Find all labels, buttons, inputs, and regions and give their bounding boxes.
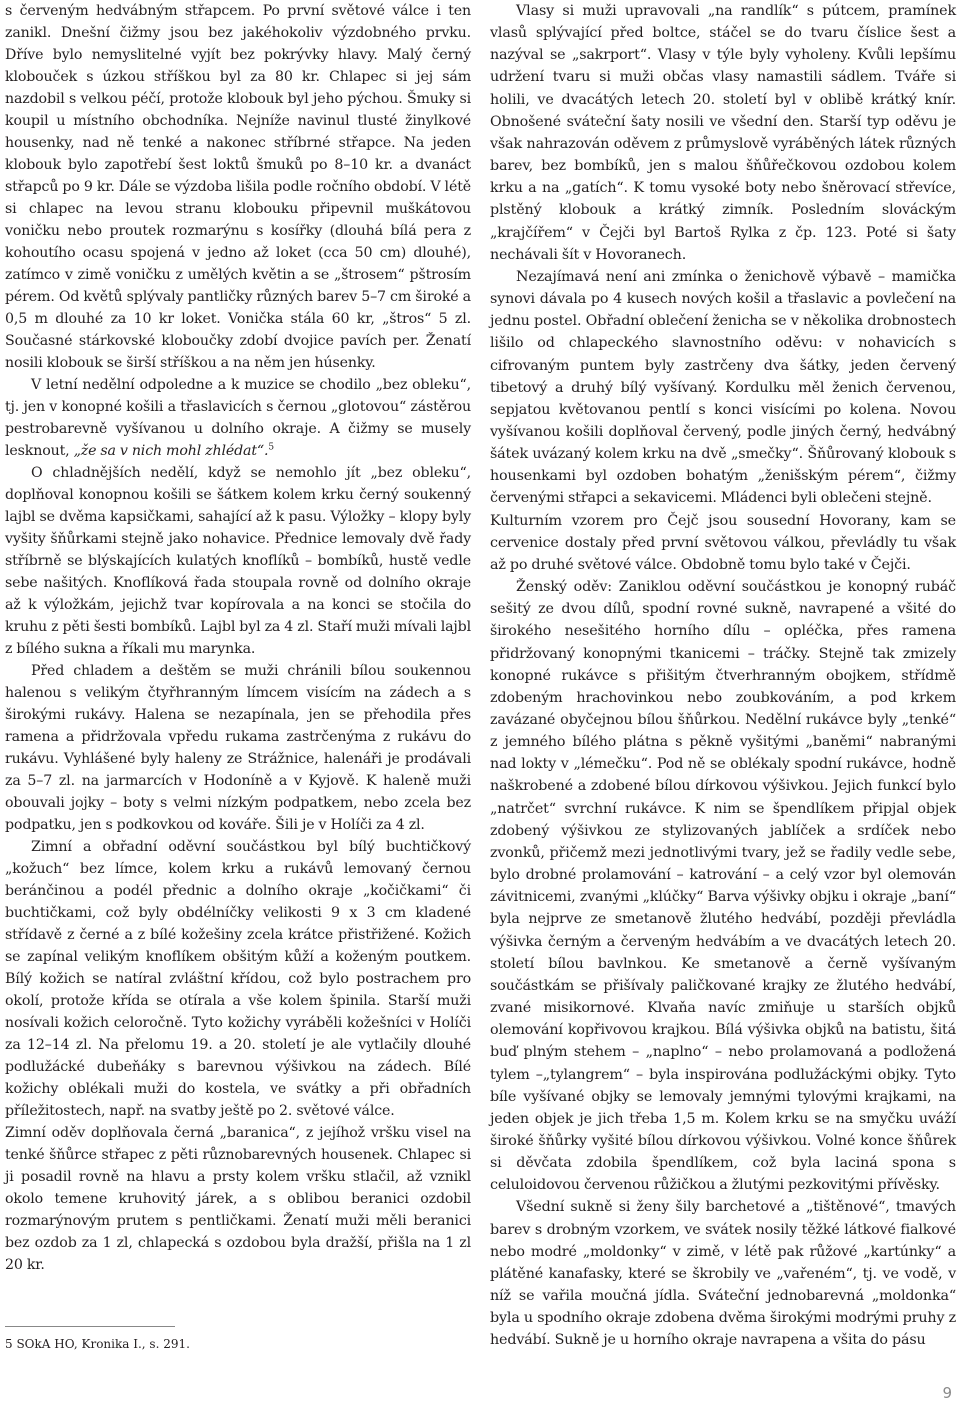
left-text-column [5,0,471,1276]
footnote-divider [5,1326,175,1327]
footnote: 5 SOkA HO, Kronika I., s. 291. [5,1337,190,1351]
left-paragraph: O chladnějších nedělí, když se nemohlo jít „bez obleku“, doplňoval konopnou košili se šátkem kolem krku černý soukenný lajbl se dvěma kapsičkami, sahající až k pasu. Výložky – klopy byly vyšity šňůrkami stejně jako nohavice. Přednice lemovaly dvě řady stříbrně se blýskajících kulatých knoflíků – bombíků, hustě vedle sebe našitých. Knoflíková řada stoupala rovně od dolního okraje až k výložkám, jejichž tvar kopírovala a na konci se stočila do kruhu z pěti šesti bombíků. Lajbl byl za 4 zl. Staří muži mívali lajbl z bílého sukna a říkali mu marynka. [5,465,471,657]
right-paragraph: Nezajímavá není ani zmínka o ženichově výbavě – mamička synovi dávala po 4 kusech nových košil a třaslavic a povlečení na jednu postel. Obřadní oblečení ženicha se v několika drobnostech lišilo od chlapeckého slavnostního oděvu: v nohavicích s cifrovaným puntem byly zastrčeny dva šátky, jeden červený tibetový a druhý bílý vyšívaný. Kordulku měl ženich červenou, sepjatou květovanou pentlí s konci visícími po kolena. Novou vyšívanou košili doplňoval červený, podle jiných černý, hedvábný šátek uvázaný kolem krku na dvě „smečky“. Šňůrovaný klobouk s housenkami byl ozdoben bohatým „ženišským pérem“, čižmy červenými střapci a sekavicemi. Mládenci byli oblečeni stejně. [490,268,956,507]
left-paragraph: Před chladem a deštěm se muži chránili bílou soukennou halenou s velikým čtyřhranným límcem visícím na zádech a s širokými rukávy. Halena se nezapínala, jen se přehodila přes ramena a přidržovala vpředu rukama zastrčenýma z rukávu do rukávu. Vyhlášené byly haleny ze Strážnice, halenáři je prodávali za 5–7 zl. na jarmarcích v Hodoníně a v Kyjově. K haleně muži obouvali jojky – boty s velmi nízkým podpatkem, nebo zcela bez podpatku, jen s podkovkou od kováře. Šili je v Holíči za 4 zl. [5,663,471,833]
right-paragraph: Ženský oděv: Zaniklou oděvní součástkou je konopný rubáč sešitý ze dvou dílů, spodní rovné sukně, navrapené a všité do širokého nesešitého horního dílu – opléčka, přes ramena přidržovaný konopnými tkanicemi – tráčky. Stejně tak zmizely konopné rukávce s přišitým čtverhranným obojkem, střídmě zdobeným hrachovinkou nebo zoubkováním, a pod krkem zavázané obyčejnou bílou šňůrkou. Nedělní rukávce byly „tenké“ z jemného bílého plátna s pěkně vyšitými „baněmi“ nabranými nad lokty v „lémečku“. Pod ně se oblékaly spodní rukávce, hodně naškrobené a zdobené bílou dírkovou výšivkou. Jejich funkcí bylo „natrčet“ svrchní rukávce. K nim se špendlíkem připjal objek zdobený výšivkou ze stylizovaných jablíček a srdíček nebo zvonků, přičemž mezi jednotlivými tvary, jež se řadily vedle sebe, bylo drobné prolamování – katrování – a celý vzor byl olemován závitnicemi, zvanými „klúčky“ Barva výšivky objku i okraje „baní“ byla nejprve ze smetanově žlutého hedvábí, později převládla výšivka černým a červeným hedvábím a ve dvacátých letech 20. století bílou bavlnkou. Ke smetanově a černě vyšívaným součástkám se přišívaly paličkované krajky ze žlutého hedvábí, zvané misikornové. Klvaňa navíc zmiňuje u starších objků olemování kopřivovou krajkou. Bílá výšivka objků na batistu, šitá buď plným stehem – „naplno“ – nebo prolamovaná a podložená tylem –„tylangrem“ – byla inspirována podlužáckými objky. Tyto bíle vyšívané objky se lemovaly jemnými tylovými krajkami, na jeden objek je jich třeba 1,5 m. Kolem krku se na smyčku uváží široké šňůrky vyšité bílou dírkovou výšivkou. Volné konce šňůrek si děvčata zdobila špendlíkem, což byla laciná spona s celuloidovou červenou růžičkou a žlutými pezkovitými přívěsky. [490,579,956,1194]
right-paragraph: Kulturním vzorem pro Čejč jsou sousední Hovorany, kam se cervenice dostaly před první světovou válkou, převládly tu však až po druhé světové válce. Obdobně tomu bylo také v Čejči. [490,512,956,573]
footnote-marker: 5 [268,442,274,453]
left-paragraph: V letní nedělní odpoledne a k muzice se chodilo „bez obleku“, tj. jen v konopné košili a třaslavicích s černou „glotovou“ zástěrou pestrobarevně vyšívanou u dolního okraje. A čižmy se musely lesknout, „že sa v nich mohl zhlédat“.$^5$ [5,377,471,459]
right-text-column [490,0,956,1352]
right-paragraph: Vlasy si muži upravovali „na randlík“ s pútcem, pramínek vlasů splývající před boltce, stáčel se do tvaru číslice šest a nazýval se „sakrport“. Vlasy v týle byly vyholeny. Kvůli lepšímu udržení tvaru si muži občas vlasy namastili sádlem. Tváře si holili, ve dvacátých letech 20. století byl v oblibě krátký knír. Obnošené sváteční šaty nosili ve všední den. Starší typ oděvu je však nahrazován oděvem z průmyslově vyráběných látek různých barev, bez bombíků, jen s malou šňůřečkovou ozdobou kolem krku a na „gatích“. K tomu vysoké boty nebo šněrovací střevíce, plstěný klobouk a krátký zimník. Posledním slováckým „krajčířem“ v Čejči byl Bartoš Rylka z čp. 123. Poté si šaty nechávali šít v Hovoranech. [490,3,956,263]
quote-italic: „že sa v nich mohl zhlédat“. [73,443,269,459]
left-paragraph: Zimní a obřadní oděvní součástkou byl bílý buchtičkový „kožuch“ bez límce, kolem krku a rukávů lemovaný černou beránčinou a podél přednic a dolního okraje „kočičkami“ či buchtičkami, což byly obdélníčky velikosti 9 x 3 cm kladené střídavě z černé a z bílé kožešiny zcela krátce přistřižené. Kožich se zapínal velikým knoflíkem obšitým kůží a koženým poutkem. Bílý kožich se natíral zvláštní křídou, což bylo postrachem pro okolí, protože křída se otírala a vše kolem špinila. Starší muži nosívali kožich celoročně. Tyto kožichy vyráběli kožešníci v Holíči za 12–14 zl. Na přelomu 19. a 20. století je ale vytlačily dlouhé podlužácké dubeňáky s barevnou výšivkou na zádech. Bílé kožichy oblékali muži do kostela, ve svátky a při obřadních příležitostech, např. na svatby ještě po 2. světové válce. [5,839,471,1119]
page-number: 9 [942,1384,952,1402]
right-paragraph: Všední sukně si ženy šily barchetové a „tištěnové“, tmavých barev s drobným vzorkem, ve svátek nosily těžké látkové fialkové nebo modré „moldonky“ v zimě, v létě pak růžové „kartúnky“ a plátěné kanafasky, které se škrobily ve „vařeném“, tj. ve vodě, v níž se vařila moučná jídla. Sváteční jednobarevná „moldonka“ byla u spodního okraje zdobena dvěma širokými modrými pruhy z hedvábí. Sukně je u horního okraje navrapena a všita do pásu [490,1199,956,1349]
left-paragraph: Zimní oděv doplňovala černá „baranica“, z jejíhož vršku visel na tenké šňůrce střapec z pěti různobarevných housenek. Chlapec si ji posadil rovně na hlavu a prsty kolem vršku stlačil, až vznikl okolo temene kruhovitý járek, a s oblibou beranici ozdobil rozmarýnovým prutem s pentličkami. Ženatí muži měli beranici bez ozdob za 1 zl, chlapecká s ozdobou byla dražší, přišla na 1 zl 20 kr. [5,1125,471,1273]
left-paragraph: s červeným hedvábným střapcem. Po první světové válce i ten zanikl. Dnešní čižmy jsou bez jakéhokoliv výzdobného prvku. Dříve bylo nemyslitelné vyjít bez pokrývky hlavy. Malý černý klobouček s úzkou stříškou byl za 80 kr. Chlapec si jej sám nazdobil s velkou péčí, protože klobouk byl jeho pýchou. Šmuky si koupil u místního obchodníka. Nejníže navinul tlusté žinylkové housenky, nad ně tenké a nakonec stříbrné střapce. Na jeden klobouk bylo zapotřebí šest loktů šmuků po 8–10 kr. a dvanáct střapců po 9 kr. Dále se výzdoba lišila podle ročního období. V létě si chlapec na levou stranu klobouku připevnil muškátovou voničku nebo proutek rozmarýnu s kosířky (dlouhá bílá pera z kohoutího ocasu spojená v jedno až loket (cca 50 cm) dlouhé), zatímco v zimě voničku z umělých květin a se „štrosem“ pštrosím pérem. Od květů splývaly pantličky různých barev 5–7 cm široké a 0,5 m dlouhé za 10 kr loket. Vonička stála 60 kr, „štros“ 5 zl. Současné stárkovské kloboučky zdobí dvojice pavích per. Ženatí nosili klobouk se širší stříškou a na něm jen húsenky. [5,3,471,371]
